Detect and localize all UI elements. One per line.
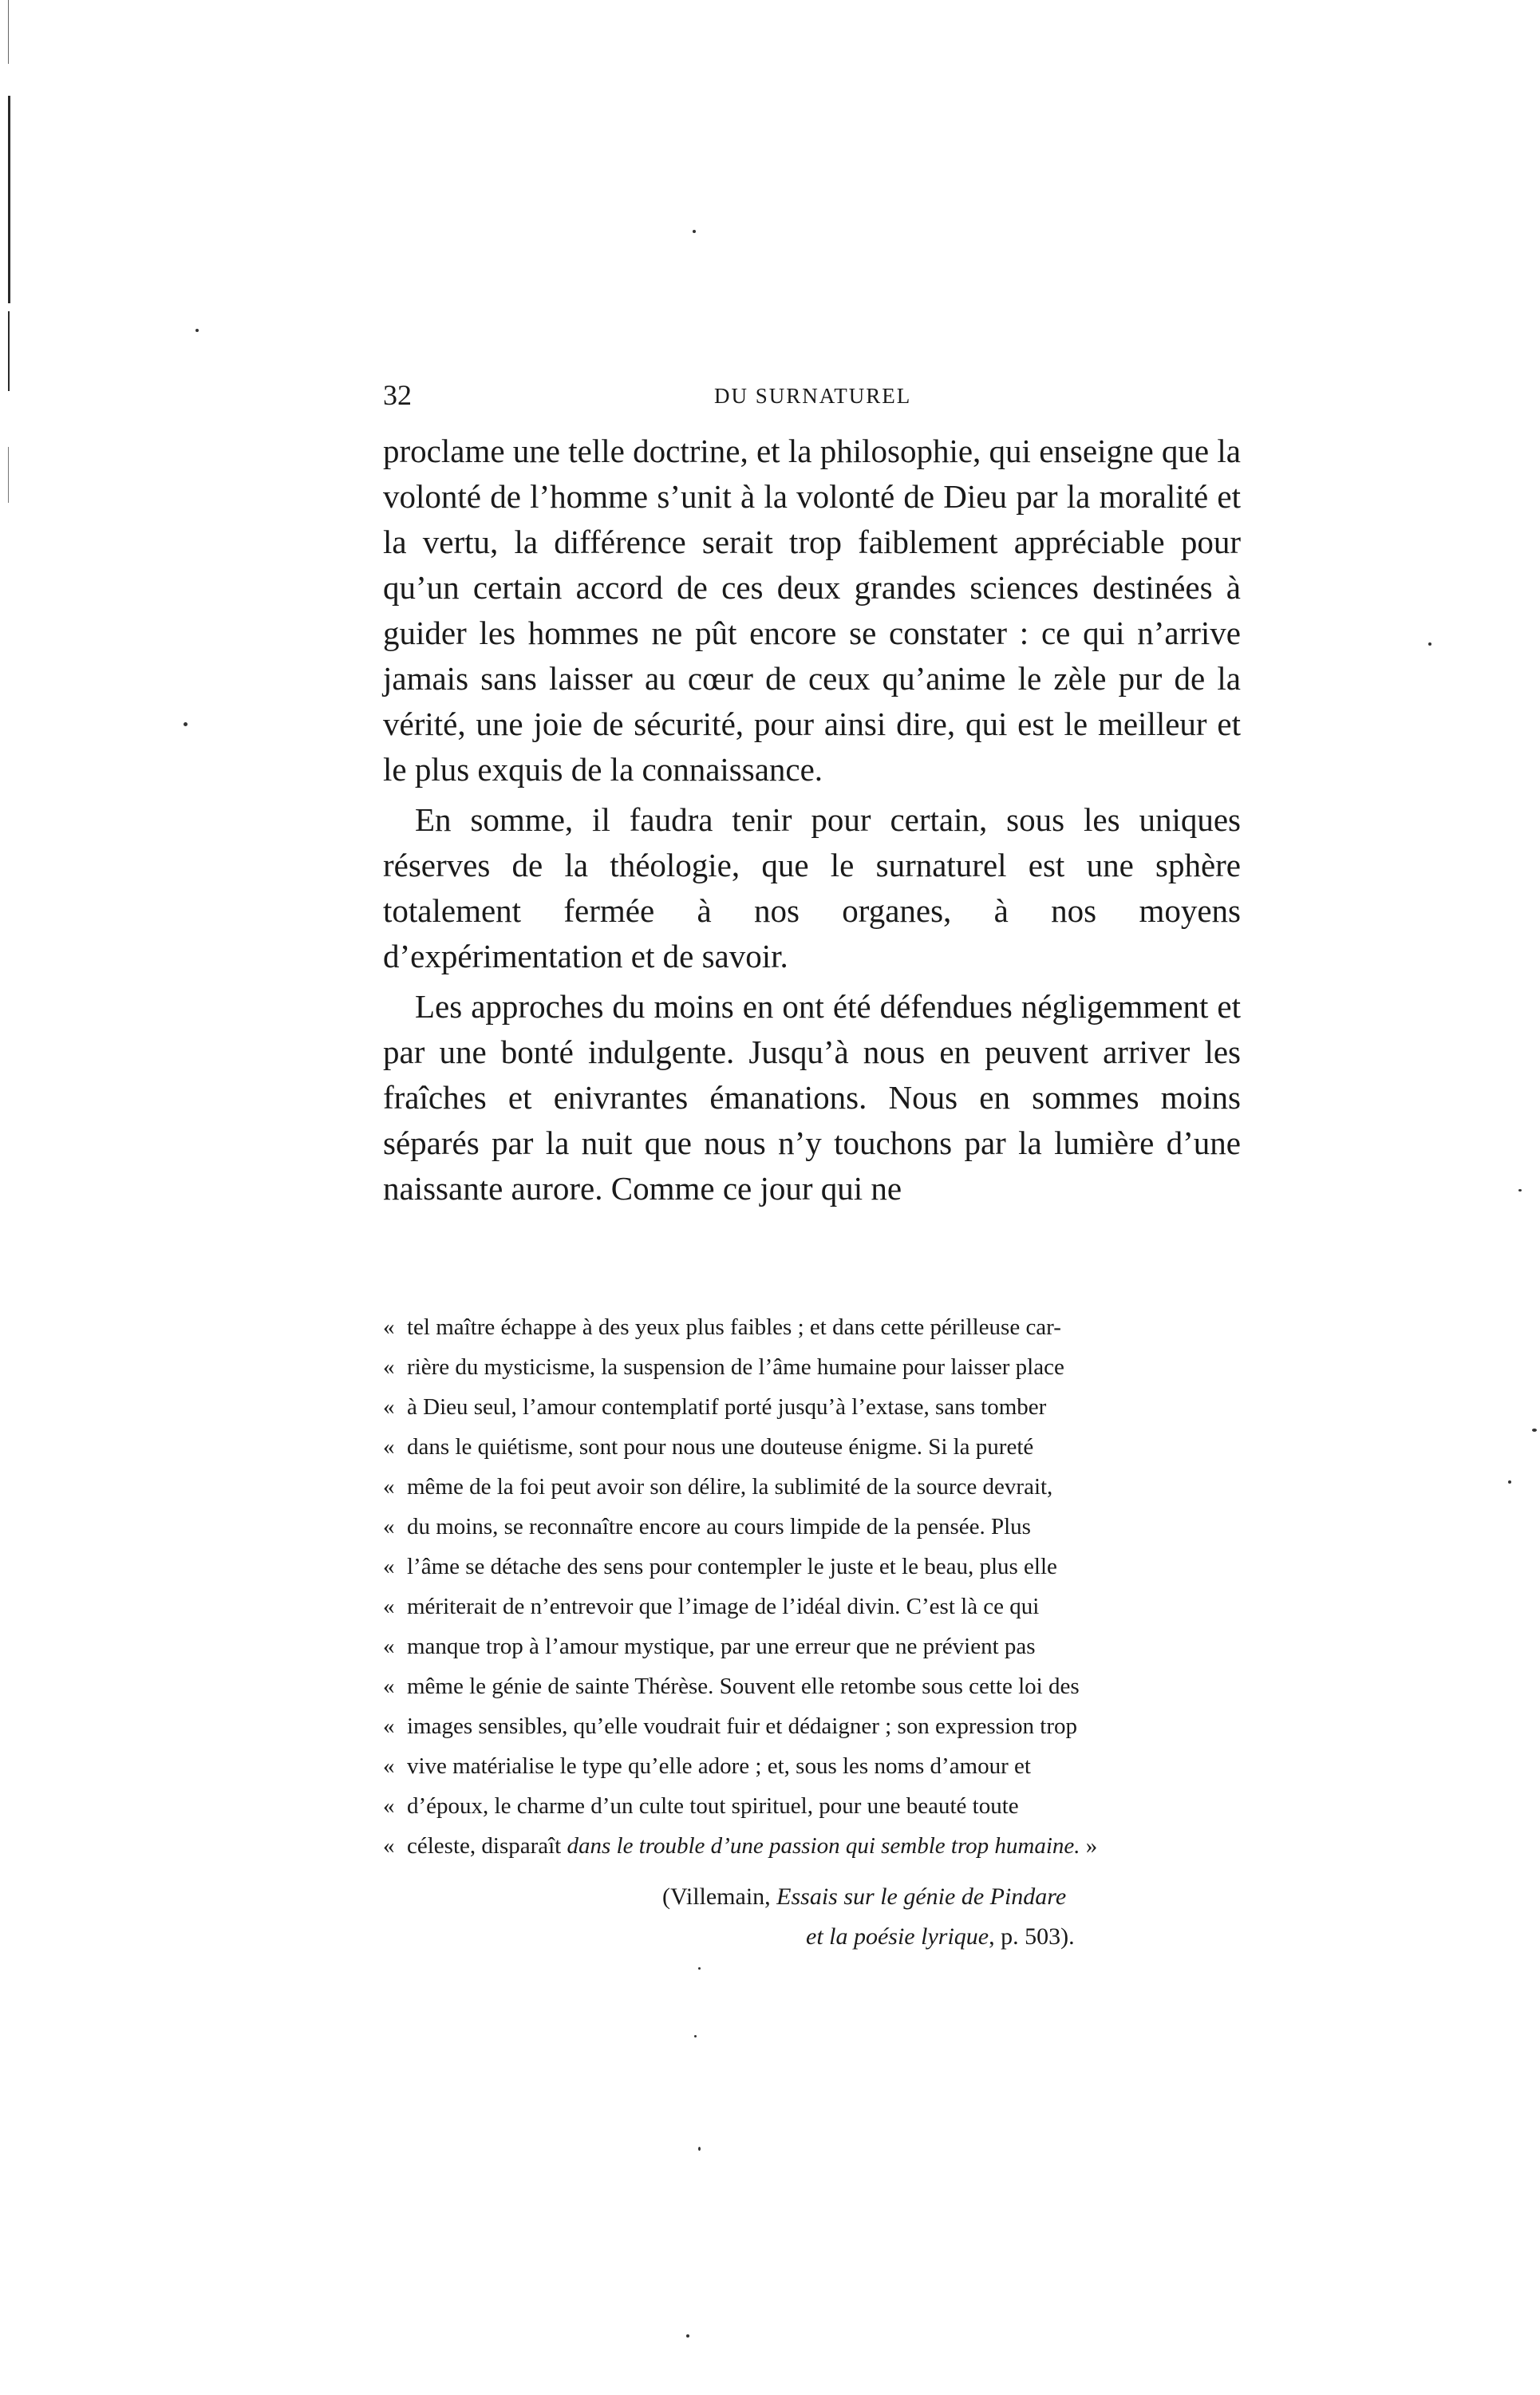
binding-edge-mark — [8, 447, 9, 503]
footnote-line: « rière du mysticisme, la suspension de l’âme humaine pour laisser place — [383, 1347, 1245, 1387]
footnote-line: « manque trop à l’amour mystique, par une erreur que ne prévient pas — [383, 1626, 1245, 1666]
quote-mark: « — [383, 1394, 395, 1420]
footnote-line: « tel maître échappe à des yeux plus faibles ; et dans cette périlleuse car- — [383, 1307, 1245, 1347]
binding-edge-mark — [8, 0, 9, 64]
footnote — [383, 1307, 1245, 1866]
footnote-line: « mériterait de n’entrevoir que l’image de l’idéal divin. C’est là ce qui — [383, 1587, 1245, 1626]
quote-mark: « — [383, 1354, 395, 1380]
scan-speck — [184, 722, 188, 726]
citation-line: et la poésie lyrique, p. 503). — [806, 1923, 1075, 1950]
footnote-line: « à Dieu seul, l’amour contemplatif porté jusqu’à l’extase, sans tomber — [383, 1387, 1245, 1427]
footnote-line: « même le génie de sainte Thérèse. Souvent elle retombe sous cette loi des — [383, 1666, 1245, 1706]
footnote-line: « vive matérialise le type qu’elle adore ; et, sous les noms d’amour et — [383, 1746, 1245, 1786]
quote-mark: « — [383, 1474, 395, 1500]
main-text — [383, 429, 1241, 1211]
scan-speck — [693, 230, 696, 233]
page-number: 32 — [383, 379, 412, 411]
scan-speck — [1428, 642, 1431, 646]
scan-speck — [1518, 1189, 1522, 1192]
paragraph: Les approches du moins en ont été défendues négligemment et par une bonté indulgente. Jusqu’à nous en peuvent arriver les fraîches et enivrantes émanations. Nous en sommes moins séparés par la nuit que nous n’y touchons par la lumière d’une naissante aurore. Comme ce jour qui ne — [383, 988, 1241, 1207]
footnote-line: « l’âme se détache des sens pour contempler le juste et le beau, plus elle — [383, 1547, 1245, 1587]
scan-speck — [1508, 1480, 1511, 1484]
paragraph: En somme, il faudra tenir pour certain, sous les uniques réserves de la théologie, que le surnaturel est une sphère totalement fermée à nos organes, à nos moyens d’expérimentation et de savoir. — [383, 801, 1241, 974]
italic-text: dans le trouble d’une passion qui semble trop humaine. — [567, 1833, 1080, 1859]
citation-line: (Villemain, Essais sur le génie de Pindare — [662, 1883, 1067, 1910]
quote-mark: « — [383, 1713, 395, 1739]
quote-mark: « — [383, 1314, 395, 1340]
footnote-line: « céleste, disparaît dans le trouble d’une passion qui semble trop humaine. » — [383, 1826, 1245, 1866]
citation — [662, 1877, 1075, 1957]
quote-mark: « — [383, 1594, 395, 1619]
quote-mark: « — [383, 1634, 395, 1659]
quote-mark: « — [383, 1554, 395, 1579]
footnote-line: « du moins, se reconnaître encore au cours limpide de la pensée. Plus — [383, 1507, 1245, 1547]
paragraph: proclame une telle doctrine, et la philosophie, qui enseigne que la volonté de l’homme s’unit à la volonté de Dieu par la moralité et la vertu, la différence serait trop faiblement appréciable pour qu’un certain accord de ces deux grandes sciences destinées à guider les hommes ne pût encore se constater : ce qui n’arrive jamais sans laisser au cœur de ceux qu’anime le zèle pur de la vérité, une joie de sécurité, pour ainsi dire, qui est le meilleur et le plus exquis de la connaissance. — [383, 433, 1241, 788]
footnote-line: « même de la foi peut avoir son délire, la sublimité de la source devrait, — [383, 1467, 1245, 1507]
footnote-line: « images sensibles, qu’elle voudrait fuir et dédaigner ; son expression trop — [383, 1706, 1245, 1746]
quote-mark: « — [383, 1753, 395, 1779]
book-title: Essais sur le génie de Pindare — [776, 1883, 1067, 1910]
footnote-line: « dans le quiétisme, sont pour nous une douteuse énigme. Si la pureté — [383, 1427, 1245, 1467]
scan-speck — [1532, 1429, 1537, 1432]
page-header — [383, 375, 1253, 423]
quote-mark: « — [383, 1434, 395, 1460]
scan-speck — [698, 1967, 701, 1970]
running-title: DU SURNATUREL — [714, 384, 912, 408]
binding-edge-mark — [8, 96, 10, 303]
footnote-line: « d’époux, le charme d’un culte tout spirituel, pour une beauté toute — [383, 1786, 1245, 1826]
book-title: et la poésie lyrique — [806, 1923, 989, 1950]
quote-mark: « — [383, 1793, 395, 1819]
scan-speck — [698, 2147, 701, 2151]
scan-speck — [686, 2334, 689, 2338]
quote-mark: « — [383, 1833, 395, 1859]
scan-speck — [195, 329, 199, 332]
quote-mark: « — [383, 1674, 395, 1699]
scan-speck — [694, 2035, 697, 2037]
binding-edge-mark — [8, 311, 10, 391]
quote-mark: « — [383, 1514, 395, 1539]
